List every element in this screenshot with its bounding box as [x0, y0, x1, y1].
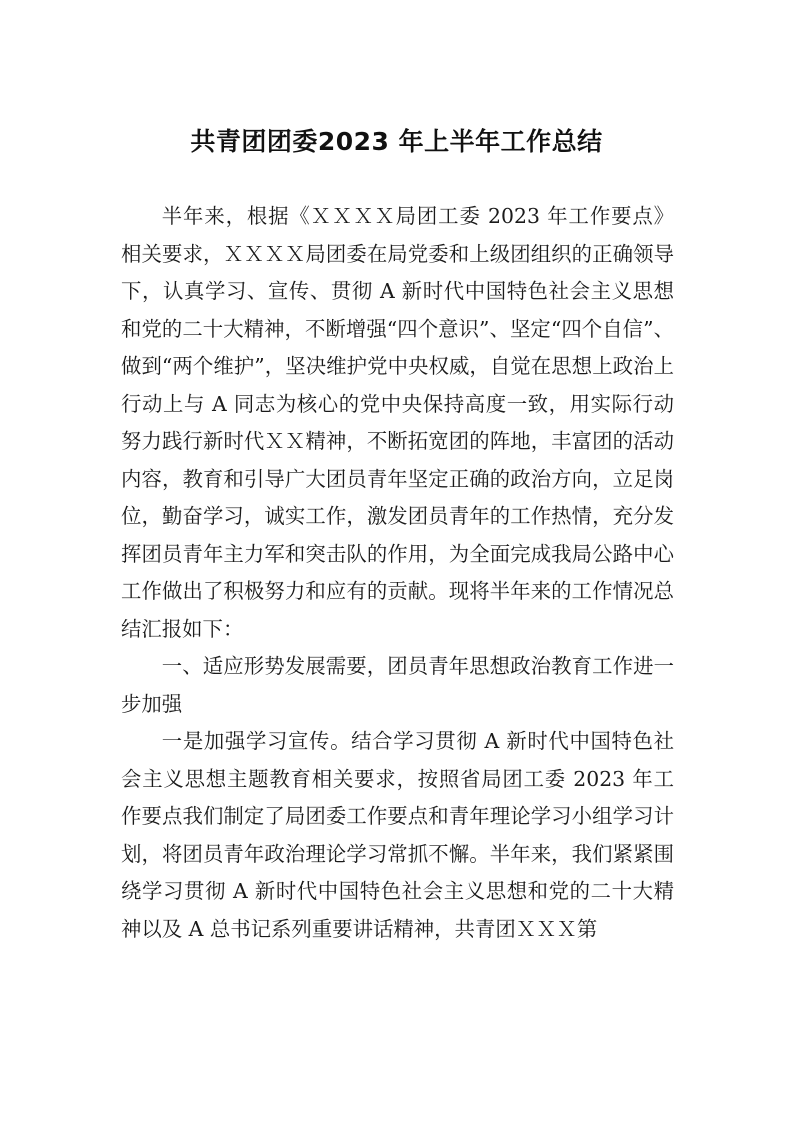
document-title: 共青团团委2023 年上半年工作总结: [190, 127, 603, 156]
document-body: [121, 198, 674, 948]
section-heading-1: 一、适应形势发展需要，团员青年思想政治教育工作进一步加强: [121, 654, 674, 716]
paragraph-study-promotion: 一是加强学习宣传。结合学习贯彻 A 新时代中国特色社会主义思想主题教育相关要求，按照省局团工委 2023 年工作要点我们制定了局团委工作要点和青年理论学习小组学习计划，将团员青年政治理论学习常抓不懈。半年来，我们紧紧围绕学习贯彻 A 新时代中国特色社会主义思想和党的二十大精神以及 A 总书记系列重要讲话精神，共青团ＸＸＸ第: [121, 729, 674, 941]
paragraph-intro: 半年来，根据《ＸＸＸＸ局团工委 2023 年工作要点》相关要求，ＸＸＸＸ局团委在局党委和上级团组织的正确领导下，认真学习、宣传、贯彻 A 新时代中国特色社会主义思想和党的二十大精神，不断增强“四个意识”、坚定“四个自信”、做到“两个维护”，坚决维护党中央权威，自觉在思想上政治上行动上与 A 同志为核心的党中央保持高度一致，用实际行动努力践行新时代ＸＸ精神，不断拓宽团的阵地，丰富团的活动内容，教育和引导广大团员青年坚定正确的政治方向，立足岗位，勤奋学习，诚实工作，激发团员青年的工作热情，充分发挥团员青年主力军和突击队的作用，为全面完成我局公路中心工作做出了积极努力和应有的贡献。现将半年来的工作情况总结汇报如下：: [121, 204, 674, 641]
